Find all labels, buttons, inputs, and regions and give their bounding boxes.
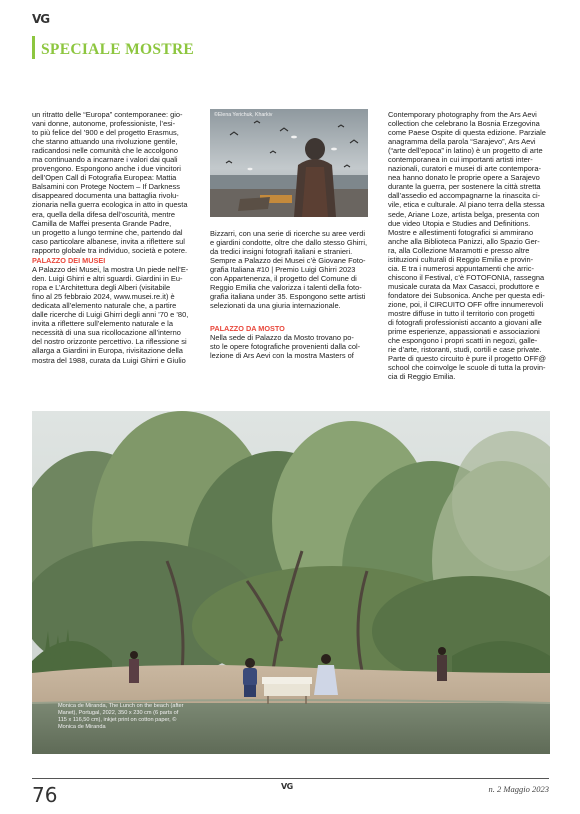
text-line: lezione di Ars Aevi con la mostra Masters of [210, 351, 354, 361]
text-line: selezionati da una giuria internazionale. [210, 301, 341, 311]
text-line: fino al 25 febbraio 2024, www.musei.re.it) è [32, 292, 175, 302]
text-line: zionaria nella guerra ecologica in atto in questa [32, 200, 188, 210]
text-line: dedicata all’elemento naturale che, a partire [32, 301, 177, 311]
text-line: contemporanea in cui importanti artisti inter- [388, 155, 533, 165]
subheading-palazzo-musei: PALAZZO DEI MUSEI [32, 256, 106, 265]
text-line: school che coinvolge le scuole di tutta la provin- [388, 363, 546, 373]
text-line: rie d’arte, ristoranti, studi, cortili e case private. [388, 345, 542, 355]
text-line: radicandosi nelle comunità che le accolgono [32, 146, 178, 156]
text-line: collection che celebrano la Bosnia Erzegovina [388, 119, 540, 129]
text-line: che espongono i propri scatti in negozi, galle- [388, 336, 538, 346]
caption-line: Manet), Portugal, 2022, 350 x 230 cm (6 parts of [58, 710, 179, 716]
text-line: necessità di una sua ricollocazione all’interno [32, 328, 181, 338]
text-line: ra, alla Collezione Maramotti e presso altre [388, 245, 530, 255]
text-line: come Paese Ospite di questa edizione. Parziale [388, 128, 546, 138]
text-line: con Appartenenza, il progetto del Comune di [210, 274, 357, 284]
text-line: istituzioni culturali di Reggio Emilia e provin- [388, 254, 534, 264]
text-line: musicale curata da Max Casacci, produttore e [388, 281, 540, 291]
text-line: vani donne, autonome, professioniste, l’esi- [32, 119, 176, 129]
caption-line: 115 x 116,50 cm), inkjet print on cotton paper, © [58, 717, 177, 723]
text-line: mostre diffuse in tutto il territorio con progetti [388, 309, 535, 319]
text-line: grafia italiana under 35. Espongono sette artisti [210, 292, 366, 302]
text-line: caso particolare albanese, invita a riflettere sul [32, 236, 185, 246]
article-column-1 [32, 110, 193, 255]
text-line: di fotografi professionisti accanto a giovani alle [388, 318, 542, 328]
text-line: era, quella della difesa dell’oscurità, mentre [32, 209, 176, 219]
text-line: to più felice del ’900 e del progetto Erasmus, [32, 128, 179, 138]
text-line: A Palazzo dei Musei, la mostra Un piede nell’E- [32, 265, 189, 275]
text-line: un progetto a lungo termine che, partendo dal [32, 227, 183, 237]
text-line: durante la guerra, per sostenere la città stretta [388, 182, 541, 192]
text-line: anagramma della parola “Sarajevo”, Ars Aevi [388, 137, 536, 147]
text-line: vile, etica e culturale. Al piano terra della stessa [388, 200, 545, 210]
photo-credit: ©Elena Yerichuk, Kharkiv [214, 112, 273, 118]
text-line: Camilla de Maffei presenta Grande Padre, [32, 218, 172, 228]
text-line: chiscono il Festival, c’è FOTOFONIA, rassegna [388, 272, 545, 282]
photo-birds-beach-illustration [210, 109, 368, 217]
text-line: nea hanno donato le proprie opere a Sarajevo [388, 173, 540, 183]
text-line: grafia Italiana #10 | Premio Luigi Ghirri 2023 [210, 265, 356, 275]
text-line: del nostro orizzonte percettivo. La riflessione si [32, 337, 187, 347]
section-title: SPECIALE MOSTRE [41, 41, 195, 58]
text-line: un ritratto delle “Europa” contemporanee: gio- [32, 110, 183, 119]
text-line: e giardini condotte, oltre che dallo stesso Ghirri, [210, 238, 368, 248]
text-line: prime esperienze, appassionati e associazioni [388, 327, 540, 337]
footer-divider [32, 778, 549, 779]
text-line: Contemporary photography from the Ars Aevi [388, 110, 537, 119]
text-line: che stanno attuando una rivoluzione gentile, [32, 137, 178, 147]
text-line: ma continuando a incarnare i valori dai quali [32, 155, 178, 165]
article-column-2-palazzo-mosto [210, 324, 370, 360]
text-line: invita a riflettere sull’elemento naturale e la [32, 319, 173, 329]
article-column-1-palazzo-musei [32, 256, 193, 365]
section-accent-bar [32, 36, 35, 59]
text-line: Sempre a Palazzo dei Musei c’è Giovane Foto- [210, 256, 366, 266]
text-line: dall’assedio ed accompagnarne la rinascita ci- [388, 191, 541, 201]
text-line: Bizzarri, con una serie di ricerche su aree verdi [210, 229, 366, 238]
text-line: provengono. Espongono anche i due vincitori [32, 164, 181, 174]
text-line: ropa e L’Architettura degli Alberi (visitabile [32, 283, 171, 293]
text-line: Balsamini con Protege Noctem – If Darkness [32, 182, 180, 192]
text-line: due video Utopia e Studies and Definitions. [388, 218, 531, 228]
subheading-palazzo-mosto: PALAZZO DA MOSTO [210, 324, 285, 333]
text-line: sto le opere fotografiche provenienti dalla col- [210, 342, 361, 352]
text-line: mostra del 1988, curata da Luigi Ghirri e Giulio [32, 355, 186, 365]
article-column-3 [388, 110, 549, 381]
text-line: dell’Open Call di Fotografia Europea: Mattia [32, 173, 177, 183]
caption-line: Monica de Miranda, The Lunch on the beach (after [58, 703, 184, 709]
text-line: den. Luigi Ghirri e altri sguardi. Giardini in Eu- [32, 274, 183, 284]
photo-main-caption [58, 703, 208, 731]
text-line: nazionali, curatori e musei di arte contempora- [388, 164, 541, 174]
text-line: anche alla Biblioteca Panizzi, allo Spazio Ger- [388, 236, 540, 246]
text-line: Mostre e allestimenti fotografici si ammirano [388, 227, 534, 237]
page-number: 76 [32, 783, 58, 807]
text-line: zione, poi, il CIRCUITO OFF offre innumerevoli [388, 299, 544, 309]
footer-logo: VG [281, 782, 293, 791]
text-line: rapporto globale tra individuo, società e potere. [32, 245, 188, 255]
text-line: Nella sede di Palazzo da Mosto trovano po- [210, 333, 354, 343]
text-line: Reggio Emilia che valorizza i talenti della foto- [210, 283, 362, 293]
text-line: fondatore dei Subsonica. Anche per questa edi- [388, 290, 545, 300]
text-line: Parte di questo circuito è pure il progetto OFF@ [388, 354, 547, 364]
magazine-logo: VG [32, 12, 50, 26]
photo-birds-beach [210, 109, 368, 217]
text-line: (“arte dell’epoca” in latino) è un progetto di arte [388, 146, 543, 156]
text-line: disappeared documenta una battaglia rivolu- [32, 191, 179, 201]
article-column-2 [210, 229, 370, 310]
text-line: sede, Ariane Loze, artista belga, presenta con [388, 209, 540, 219]
text-line: allarga a Giardini in Europa, rivisitazione della [32, 346, 183, 356]
text-line: cia di Reggio Emilia. [388, 372, 456, 382]
photo-lunch-on-the-beach [32, 411, 550, 754]
issue-date: n. 2 Maggio 2023 [488, 784, 549, 794]
text-line: da tredici insigni fotografi italiani e stranieri. [210, 247, 353, 257]
text-line: cia. E tra i numerosi appuntamenti che arric- [388, 263, 534, 273]
text-line: dalle ricerche di Luigi Ghirri degli anni ’70 e ’80, [32, 310, 189, 320]
caption-line: Monica de Miranda [58, 724, 106, 730]
